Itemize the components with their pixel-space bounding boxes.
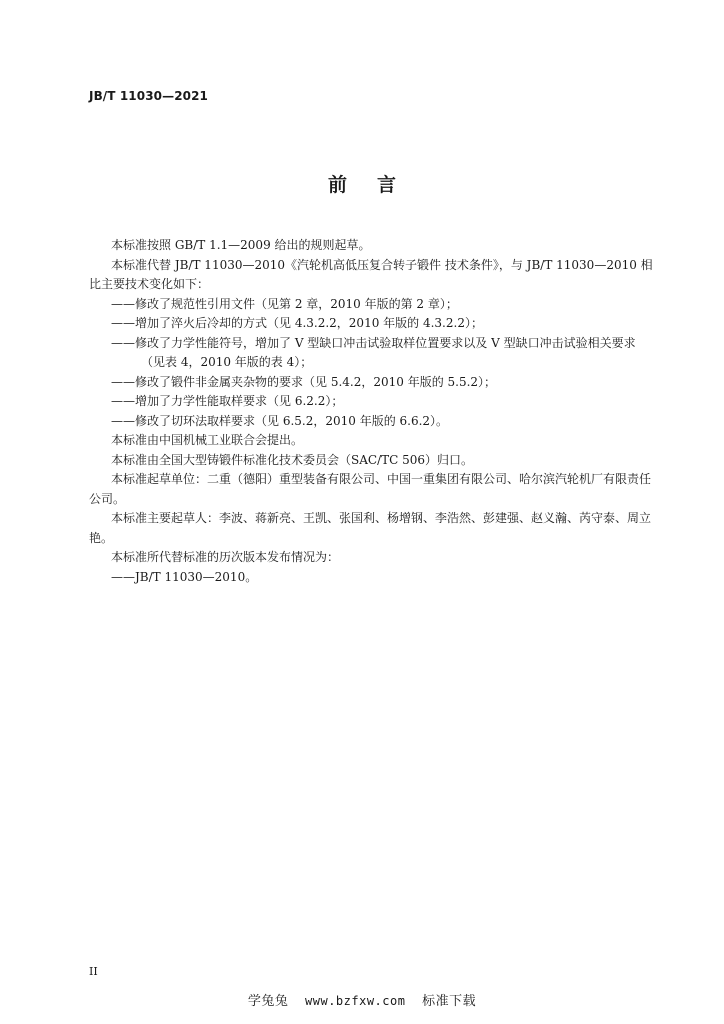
paragraph-history-intro: 本标准所代替标准的历次版本发布情况为： [111, 550, 340, 564]
page-title: 前言 [327, 174, 426, 196]
page-number: II [89, 965, 98, 978]
footer-watermark [0, 990, 724, 1009]
list-item: ——修改了规范性引用文件（见第 2 章，2010 年版的第 2 章）； [111, 296, 458, 311]
paragraph-drafters: 本标准主要起草人：李波、蒋新亮、王凯、张国利、杨增钢、李浩然、彭建强、赵义瀚、芮守泰、周立艳。 [89, 511, 652, 545]
paragraph-drafting-rules: 本标准按照 GB/T 1.1—2009 给出的规则起草。 [111, 238, 371, 252]
paragraph-committee: 本标准由全国大型铸锻件标准化技术委员会（SAC/TC 506）归口。 [111, 452, 474, 467]
list-item: ——增加了淬火后冷却的方式（见 4.3.2.2，2010 年版的 4.3.2.2）； [111, 316, 483, 330]
paragraph-proposer: 本标准由中国机械工业联合会提出。 [111, 433, 304, 447]
paragraph-drafting-units: 本标准起草单位：二重（德阳）重型装备有限公司、中国一重集团有限公司、哈尔滨汽轮机厂有限责任公司。 [89, 472, 652, 506]
changes-list [89, 295, 657, 432]
footer-site-name: 学兔兔 [247, 994, 289, 1009]
history-list [89, 568, 657, 588]
list-item: ——增加了力学性能取样要求（见 6.2.2）； [111, 394, 344, 408]
list-item: ——JB/T 11030—2010。 [111, 569, 258, 584]
list-item: ——修改了锻件非金属夹杂物的要求（见 5.4.2，2010 年版的 5.5.2）； [111, 374, 497, 389]
preface-body [89, 236, 657, 587]
paragraph-replacement: 本标准代替 JB/T 11030—2010《汽轮机高低压复合转子锻件 技术条件》，与 JB/T 11030—2010 相比主要技术变化如下： [89, 257, 653, 291]
footer-url[interactable]: www.bzfxw.com [305, 994, 406, 1008]
footer-tagline: 标准下载 [422, 994, 477, 1009]
list-item: ——修改了切环法取样要求（见 6.5.2，2010 年版的 6.6.2）。 [111, 413, 449, 428]
standard-number: JB/T 11030—2021 [89, 89, 209, 103]
list-item: ——修改了力学性能符号，增加了 V 型缺口冲击试验取样位置要求以及 V 型缺口冲击试验相关要求（见表 4，2010 年版的表 4）； [111, 335, 636, 369]
